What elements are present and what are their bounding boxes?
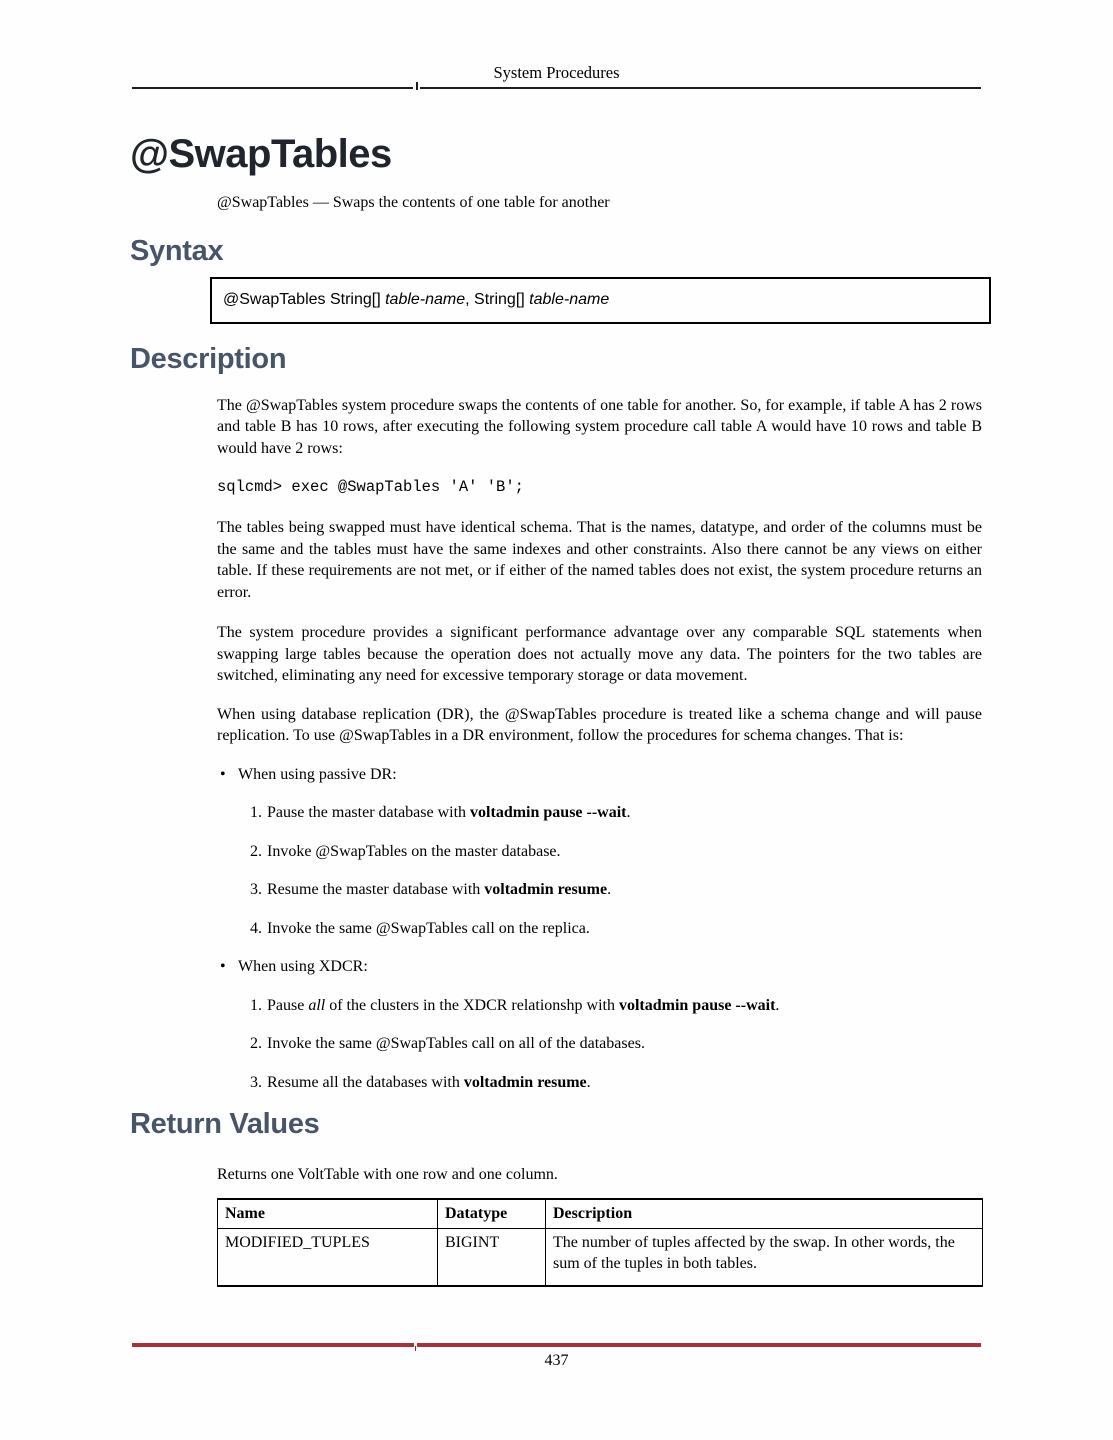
paragraph-performance: The system procedure provides a significant performance advantage over any comparable SQL statements when swapping large tables because the operation does not actually move any data. The pointers for the two tables are switched, eliminating any need for excessive temporary storage or data movement. [217,624,982,684]
list-item [250,841,982,863]
list-item-text: Invoke @SwapTables on the master database. [267,842,561,860]
table-row [218,1228,983,1286]
paragraph-identical-schema: The tables being swapped must have identical schema. That is the names, datatype, and order of the columns must be the same and the tables must have the same indexes and other constraints. Also there cannot be any views on either table. If these requirements are not met, or if either of the named tables does not exist, the system procedure returns an error. [217,519,982,601]
header-rule [132,87,981,89]
syntax-text: @SwapTables String[] [223,291,386,308]
list-item [250,995,982,1017]
list-item-number: 2. [250,842,262,860]
running-footer [132,1343,981,1370]
page-title: @SwapTables [130,132,392,176]
bullet-icon: • [220,765,226,783]
section-heading-return-values: Return Values [130,1108,320,1140]
table-header-datatype: Datatype [438,1199,546,1229]
return-values-table [217,1198,983,1287]
list-item-text: Resume the master database with voltadmin resume. [267,881,612,898]
list-item-number: 3. [250,1073,262,1091]
list-item-passive-dr [220,764,982,786]
list-item-number: 4. [250,919,262,937]
cell-description: The number of tuples affected by the swap. In other words, the sum of the tuples in both tables. [546,1228,983,1286]
list-item-number: 1. [250,996,262,1014]
table-header-row [218,1199,983,1229]
code-sample-sqlcmd: sqlcmd> exec @SwapTables 'A' 'B'; [217,478,524,496]
syntax-signature [223,291,609,309]
list-item-label: When using passive DR: [238,765,397,783]
content [0,133,1113,1287]
list-item-text: Pause the master database with voltadmin pause --wait. [267,804,631,821]
page-number: 437 [544,1352,569,1369]
list-item-text: Pause all of the clusters in the XDCR relationshp with voltadmin pause --wait. [267,996,780,1014]
list-item [250,1072,982,1094]
paragraph-dr: When using database replication (DR), the @SwapTables procedure is treated like a schema change and will pause replication. To use @SwapTables in a DR environment, follow the procedures for schema changes. That is: [217,705,982,744]
list-item-xdcr [220,956,982,978]
section-heading-syntax: Syntax [130,234,224,267]
bullet-icon: • [220,958,226,975]
list-item-number: 3. [250,881,262,898]
list-item-number: 2. [250,1035,262,1052]
cell-datatype: BIGINT [438,1228,546,1286]
return-values-intro: Returns one VoltTable with one row and one column. [217,1166,558,1183]
syntax-text: , String[] [465,291,530,308]
syntax-param-1: table-name [385,291,466,308]
header-rule-tick [416,82,418,90]
running-header [132,0,981,89]
syntax-box [210,277,991,324]
footer-rule [132,1343,981,1347]
list-item [250,879,982,901]
list-item-text: Invoke the same @SwapTables call on all of the databases. [267,1035,645,1052]
list-item [250,1033,982,1055]
paragraph-swap-example: The @SwapTables system procedure swaps the contents of one table for another. So, for example, if table A has 2 rows and table B has 10 rows, after executing the following system procedure call table A would have 10 rows and table B would have 2 rows: [217,396,982,457]
footer-rule-tick [415,1346,416,1351]
list-item [250,802,982,824]
syntax-param-2: table-name [529,291,610,308]
list-item-text: Resume all the databases with voltadmin resume. [267,1073,591,1091]
list-item-text: Invoke the same @SwapTables call on the replica. [267,919,590,937]
list-item-number: 1. [250,804,262,821]
header-title: System Procedures [493,63,620,82]
table-header-name: Name [218,1199,438,1229]
list-item-label: When using XDCR: [238,958,368,975]
section-heading-description: Description [130,342,287,375]
list-item [250,918,982,940]
cell-name: MODIFIED_TUPLES [218,1228,438,1286]
page-subtitle: @SwapTables — Swaps the contents of one table for another [217,194,610,211]
table-header-description: Description [546,1199,983,1229]
